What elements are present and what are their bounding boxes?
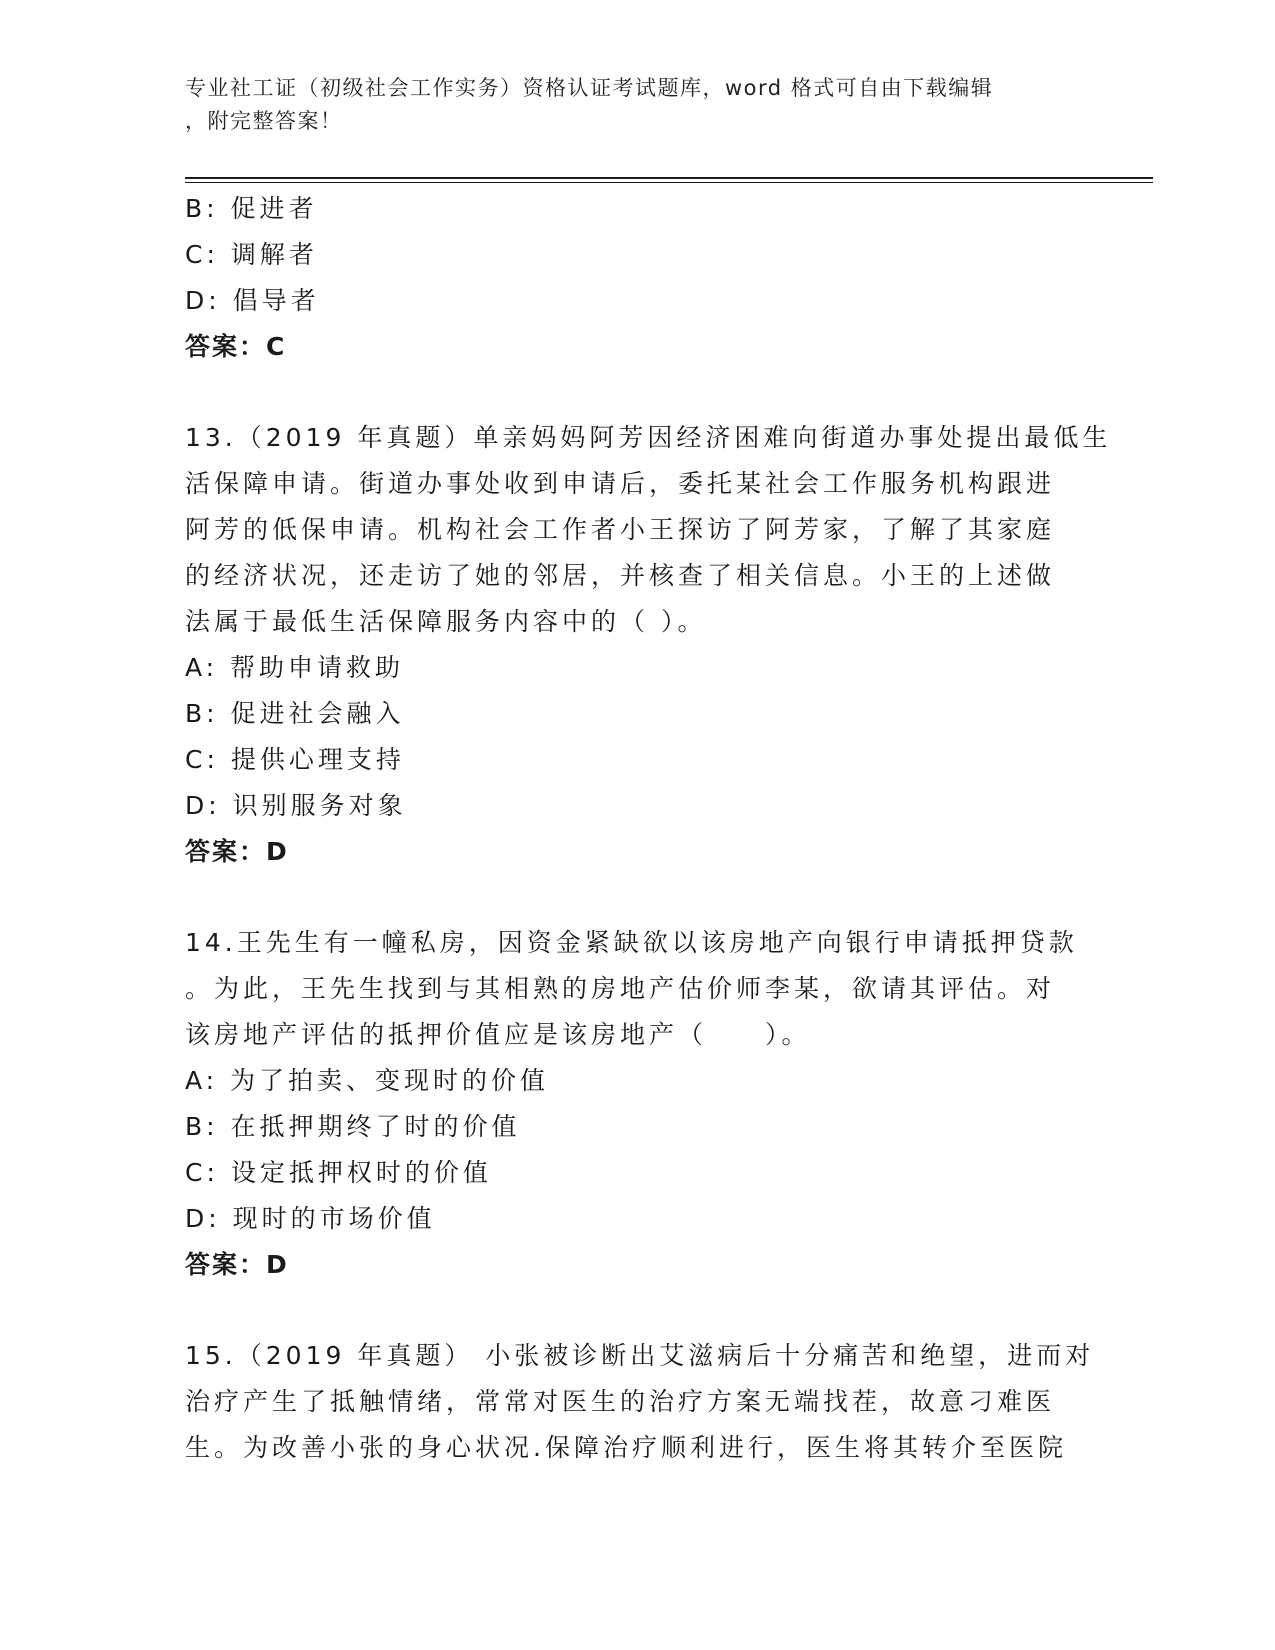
question-text-line: 阿芳的低保申请。机构社会工作者小王探访了阿芳家，了解了其家庭 <box>185 515 1056 544</box>
answer-13: 答案：D <box>185 837 289 866</box>
option-d: D: 识别服务对象 <box>185 791 407 820</box>
document-body <box>185 186 1112 1471</box>
header-divider-thin <box>185 182 1153 183</box>
question-text-line: 生。为改善小张的身心状况.保障治疗顺利进行，医生将其转介至医院 <box>185 1433 1067 1462</box>
option-b: B: 在抵押期终了时的价值 <box>185 1112 521 1141</box>
header-divider-thick <box>185 177 1153 179</box>
option-d: D: 倡导者 <box>185 286 320 315</box>
option-a: A: 为了拍卖、变现时的价值 <box>185 1066 550 1095</box>
option-c: C: 调解者 <box>185 240 318 269</box>
option-d: D: 现时的市场价值 <box>185 1204 436 1233</box>
answer-12: 答案：C <box>185 332 287 361</box>
question-12-fragment <box>185 186 1085 370</box>
question-text-line: 治疗产生了抵触情绪，常常对医生的治疗方案无端找茬，故意刁难医 <box>185 1387 1056 1416</box>
document-header <box>185 72 1065 138</box>
option-b: B: 促进社会融入 <box>185 699 405 728</box>
header-line-1: 专业社工证（初级社会工作实务）资格认证考试题库，word 格式可自由下载编辑 <box>185 76 994 100</box>
question-text-line: 法属于最低生活保障服务内容中的（ ）。 <box>185 607 707 636</box>
spacer <box>185 875 1085 920</box>
option-a: A: 帮助申请救助 <box>185 653 405 682</box>
question-text-line: 该房地产评估的抵押价值应是该房地产（ ）。 <box>185 1020 811 1049</box>
option-c: C: 设定抵押权时的价值 <box>185 1158 492 1187</box>
question-text-line: 活保障申请。街道办事处收到申请后，委托某社会工作服务机构跟进 <box>185 469 1056 498</box>
spacer <box>185 1288 1085 1333</box>
answer-14: 答案：D <box>185 1250 289 1279</box>
question-text-line: 14.王先生有一幢私房，因资金紧缺欲以该房地产向银行申请抵押贷款 <box>185 928 1078 957</box>
option-c: C: 提供心理支持 <box>185 745 405 774</box>
question-text-line: 15.（2019 年真题） 小张被诊断出艾滋病后十分痛苦和绝望，进而对 <box>185 1341 1095 1370</box>
header-line-2: ，附完整答案！ <box>185 109 343 133</box>
question-15 <box>185 1333 1095 1471</box>
question-text-line: 的经济状况，还走访了她的邻居，并核查了相关信息。小王的上述做 <box>185 561 1056 590</box>
question-text-line: 13.（2019 年真题）单亲妈妈阿芳因经济困难向街道办事处提出最低生 <box>185 423 1112 452</box>
question-13 <box>185 415 1112 875</box>
option-b: B: 促进者 <box>185 194 318 223</box>
question-14 <box>185 920 1085 1288</box>
spacer <box>185 370 1085 415</box>
question-text-line: 。为此，王先生找到与其相熟的房地产估价师李某，欲请其评估。对 <box>185 974 1056 1003</box>
